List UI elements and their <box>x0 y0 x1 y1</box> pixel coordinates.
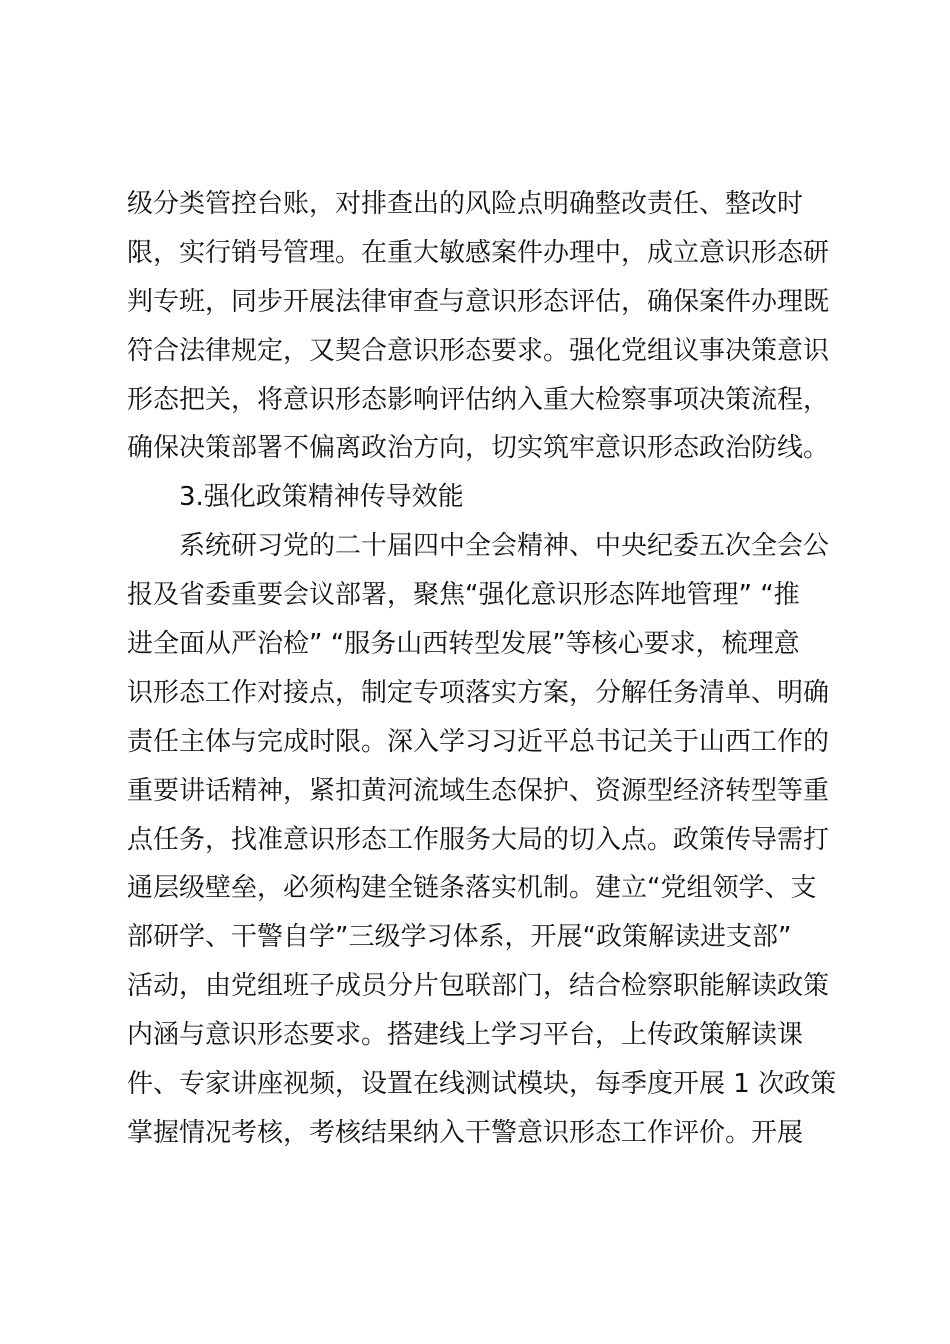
body-line: 级分类管控台账，对排查出的风险点明确整改责任、整改时 <box>127 189 804 219</box>
body-line: 内涵与意识形态要求。搭建线上学习平台，上传政策解读课 <box>127 1020 804 1051</box>
paragraph-first-line: 系统研习党的二十届四中全会精神、中央纪委五次全会公 <box>179 531 830 562</box>
body-line: 识形态工作对接点，制定专项落实方案，分解任务清单、明确 <box>127 677 830 708</box>
body-line: 件、专家讲座视频，设置在线测试模块，每季度开展 1 次政策 <box>127 1069 837 1100</box>
body-line: 重要讲话精神，紧扣黄河流域生态保护、资源型经济转型等重 <box>127 775 830 806</box>
body-line: 形态把关，将意识形态影响评估纳入重大检察事项决策流程， <box>127 384 830 415</box>
body-line: 限，实行销号管理。在重大敏感案件办理中，成立意识形态研 <box>127 237 830 268</box>
body-line: 确保决策部署不偏离政治方向，切实筑牢意识形态政治防线。 <box>127 433 830 464</box>
body-line: 责任主体与完成时限。深入学习习近平总书记关于山西工作的 <box>127 726 830 757</box>
body-line: 符合法律规定，又契合意识形态要求。强化党组议事决策意识 <box>127 335 830 366</box>
section-heading: 3.强化政策精神传导效能 <box>179 482 464 513</box>
document-body <box>127 180 837 1158</box>
body-line: 活动，由党组班子成员分片包联部门，结合检察职能解读政策 <box>127 971 830 1002</box>
body-line: 判专班，同步开展法律审查与意识形态评估，确保案件办理既 <box>127 286 830 317</box>
body-line: 报及省委重要会议部署，聚焦“强化意识形态阵地管理” “推 <box>127 580 800 611</box>
body-line: 进全面从严治检” “服务山西转型发展”等核心要求，梳理意 <box>127 629 800 660</box>
body-line: 点任务，找准意识形态工作服务大局的切入点。政策传导需打 <box>127 824 830 855</box>
body-line: 通层级壁垒，必须构建全链条落实机制。建立“党组领学、支 <box>127 873 817 904</box>
body-line: 部研学、干警自学”三级学习体系，开展“政策解读进支部” <box>127 922 792 953</box>
body-line: 掌握情况考核，考核结果纳入干警意识形态工作评价。开展 <box>127 1117 804 1148</box>
